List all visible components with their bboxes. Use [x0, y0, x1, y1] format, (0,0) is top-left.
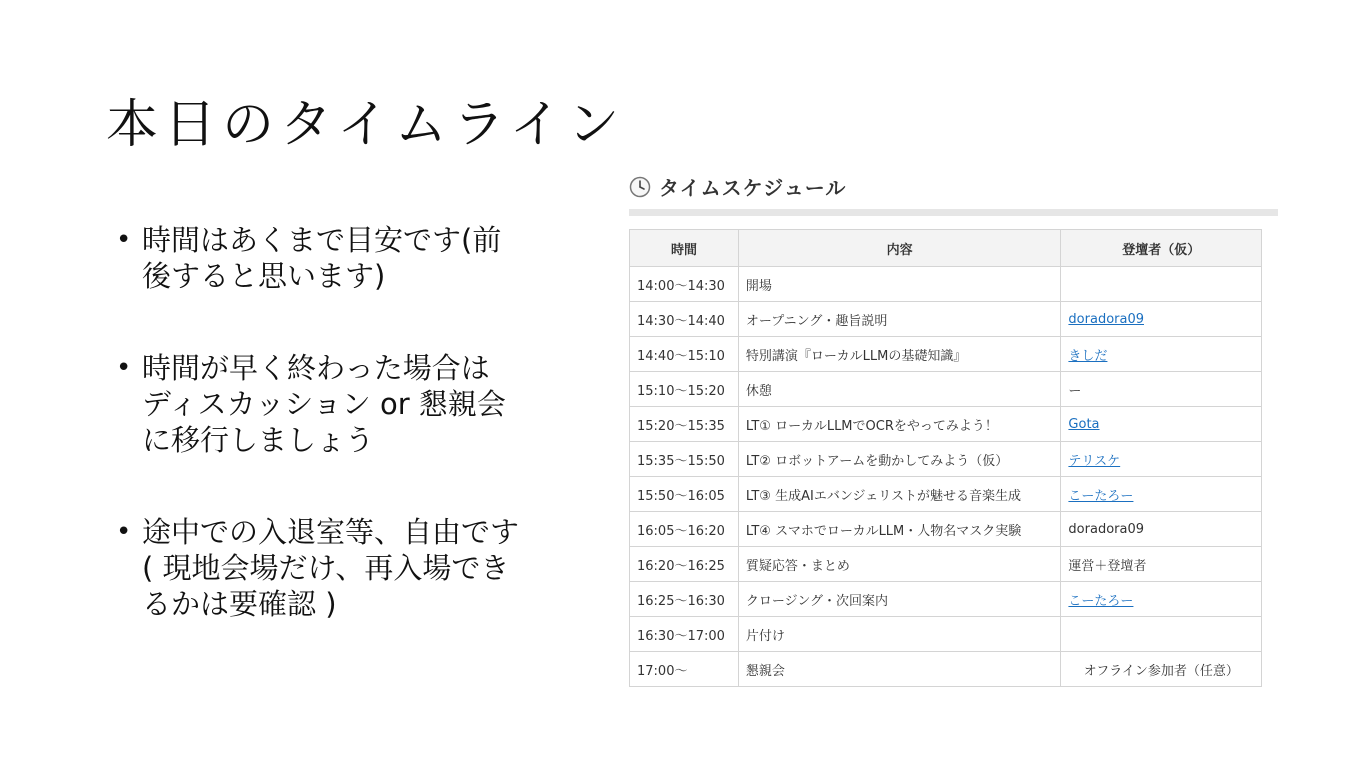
speaker-cell: [1061, 442, 1262, 477]
speaker-cell: [1061, 582, 1262, 617]
time-cell: 14:00〜14:30: [630, 267, 739, 302]
column-header-time: 時間: [630, 230, 739, 267]
content-cell: 開場: [738, 267, 1061, 302]
time-cell: 16:25〜16:30: [630, 582, 739, 617]
time-cell: 14:40〜15:10: [630, 337, 739, 372]
speaker-cell: [1061, 617, 1262, 652]
schedule-heading: タイムスケジュール: [659, 176, 847, 200]
speaker-link[interactable]: こーたろー: [1068, 593, 1134, 609]
content-cell: オープニング・趣旨説明: [738, 302, 1061, 337]
bullet-list: [116, 222, 586, 678]
speaker-cell: [1061, 477, 1262, 512]
table-row: [630, 407, 1262, 442]
column-header-content: 内容: [738, 230, 1061, 267]
speaker-cell: [1061, 337, 1262, 372]
table-row: [630, 617, 1262, 652]
content-cell: 片付け: [738, 617, 1061, 652]
table-row: [630, 547, 1262, 582]
table-row: [630, 582, 1262, 617]
table-header-row: [630, 230, 1262, 267]
table-row: [630, 337, 1262, 372]
clock-icon: [629, 176, 651, 198]
speaker-cell: ー: [1061, 372, 1262, 407]
content-cell: 懇親会: [738, 652, 1061, 687]
content-cell: 質疑応答・まとめ: [738, 547, 1061, 582]
content-cell: 休憩: [738, 372, 1061, 407]
speaker-link[interactable]: きしだ: [1068, 348, 1108, 364]
table-row: [630, 267, 1262, 302]
speaker-link[interactable]: こーたろー: [1068, 488, 1134, 504]
speaker-cell: [1061, 302, 1262, 337]
speaker-cell: [1061, 267, 1262, 302]
content-cell: LT④ スマホでローカルLLM・人物名マスク実験: [738, 512, 1061, 547]
schedule-table: [629, 229, 1262, 687]
speaker-cell: 運営＋登壇者: [1061, 547, 1262, 582]
content-cell: クロージング・次回案内: [738, 582, 1061, 617]
speaker-cell: オフライン参加者（任意）: [1061, 652, 1262, 687]
time-cell: 17:00〜: [630, 652, 739, 687]
time-cell: 16:05〜16:20: [630, 512, 739, 547]
speaker-link[interactable]: テリスケ: [1068, 453, 1121, 469]
speaker-link[interactable]: Gota: [1068, 416, 1100, 432]
column-header-speaker: 登壇者（仮）: [1061, 230, 1262, 267]
page-title: 本日のタイムライン: [106, 95, 626, 155]
bullet-item: • 時間はあくまで目安です(前 後すると思います): [116, 222, 586, 294]
content-cell: LT③ 生成AIエバンジェリストが魅せる音楽生成: [738, 477, 1061, 512]
time-cell: 15:10〜15:20: [630, 372, 739, 407]
table-row: [630, 477, 1262, 512]
bullet-item: • 時間が早く終わった場合は ディスカッション or 懇親会 に移行しましょう: [116, 350, 586, 458]
schedule-divider: [629, 209, 1278, 216]
table-row: [630, 652, 1262, 687]
schedule-header: [629, 172, 846, 201]
content-cell: 特別講演『ローカルLLMの基礎知識』: [738, 337, 1061, 372]
table-row: [630, 372, 1262, 407]
table-row: [630, 442, 1262, 477]
table-row: [630, 302, 1262, 337]
time-cell: 15:35〜15:50: [630, 442, 739, 477]
time-cell: 15:20〜15:35: [630, 407, 739, 442]
content-cell: LT② ロボットアームを動かしてみよう（仮）: [738, 442, 1061, 477]
time-cell: 14:30〜14:40: [630, 302, 739, 337]
time-cell: 16:30〜17:00: [630, 617, 739, 652]
speaker-link[interactable]: doradora09: [1068, 311, 1144, 327]
bullet-item: • 途中での入退室等、自由です ( 現地会場だけ、再入場でき るかは要確認 ): [116, 514, 586, 622]
speaker-cell: doradora09: [1061, 512, 1262, 547]
time-cell: 16:20〜16:25: [630, 547, 739, 582]
content-cell: LT① ローカルLLMでOCRをやってみよう！: [738, 407, 1061, 442]
speaker-cell: [1061, 407, 1262, 442]
table-row: [630, 512, 1262, 547]
time-cell: 15:50〜16:05: [630, 477, 739, 512]
